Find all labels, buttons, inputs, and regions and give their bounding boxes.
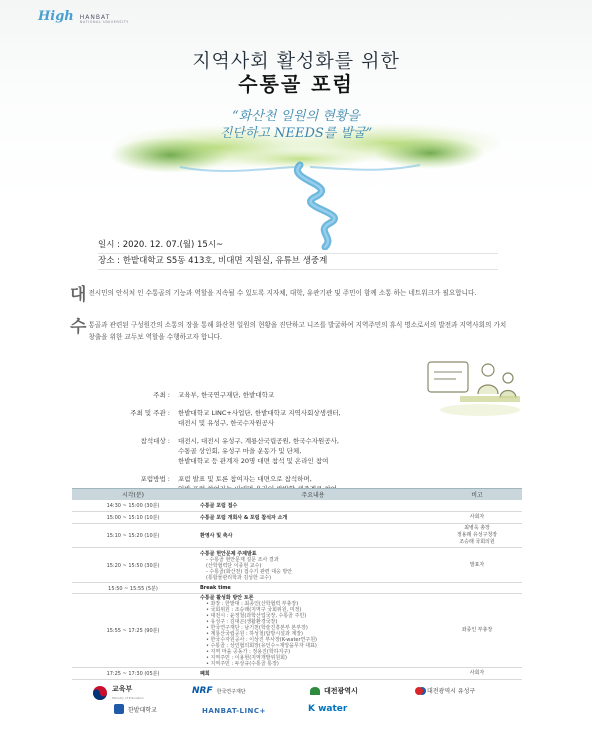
schedule-table-header: 시각(분) 주요내용 비고 [72, 488, 522, 500]
hanbat-top-logo [38, 9, 129, 24]
event-place: 장소 : 한밭대학교 S5동 413호, 비대면 지원실, 유튜브 생중계 [98, 254, 498, 270]
intro-paragraph-2: 수통골과 관련된 구성원간의 소통의 장을 통해 화산천 일원의 현황을 진단하고 니즈를 발굴하여 지역주민의 휴식 명소로서의 발전과 지역사회의 가치창출을 위한 교두보 역할을 수행하고자 합니다. [70, 317, 507, 341]
sponsor-yuseong: 대전광역시 유성구 [415, 686, 475, 695]
table-row: 15:00 ~ 15:10 (10분) 수통골 포럼 개회사 & 포럼 참석자 소개 사회자 [72, 512, 522, 524]
meta-method: 포럼방법 : 포럼 발표 및 토론 참여자는 대면으로 참석하며, [140, 475, 312, 483]
hanbat-logo-icon [114, 704, 124, 714]
poster-title-line1: 지역사회 활성화를 위한 [192, 50, 400, 72]
table-row: 15:50 ~ 15:55 (5분) Break time [72, 583, 522, 594]
meta-attendees: 참석대상 : 대전시, 대전시 유성구, 계룡산국립공원, 한국수자원공사, 수통골 상인회, 유성구 마을 운동가 및 단체, 한밭대학교 등 관계자 20명 대면 참석 및 온라인 참여 [140, 437, 339, 465]
sponsor-hanbat-linc: HANBAT-LINC+ [202, 707, 266, 715]
sponsor-daejeon: 대전광역시 [310, 686, 358, 696]
poster-title-line2: 수통골 포럼 [238, 72, 354, 96]
sponsor-logos [70, 682, 530, 742]
event-date: 일시 : 2020. 12. 07.(월) 15시~ [98, 238, 498, 254]
event-meta [100, 390, 341, 502]
daejeon-logo-icon [310, 687, 320, 695]
hanbat-logo-text: HANBAT NATIONAL UNIVERSITY [79, 13, 129, 24]
taegeuk-icon [92, 685, 108, 701]
table-row: 15:10 ~ 15:20 (10분) 환영사 및 축사 최병욱 총장 정용래 유성구청장 조승래 국회의원 [72, 524, 522, 548]
sponsor-hanbat: 한밭대학교 [114, 704, 157, 714]
sponsor-moe: 교육부 Ministry of Education [92, 684, 144, 701]
forum-slogan: “화산천 일원의 현황을 진단하고 NEEDS를 발굴” [219, 109, 373, 141]
table-row: 14:30 ~ 15:00 (30분) 수통골 포럼 접수 [72, 500, 522, 512]
event-info [98, 238, 498, 270]
yuseong-logo-icon [415, 687, 423, 695]
schedule-table [72, 488, 522, 680]
meta-host: 주최 : 교육부, 한국연구재단, 한밭대학교 [153, 391, 275, 399]
table-row: 17:25 ~ 17:30 (05분) 폐회 사회자 [72, 668, 522, 680]
table-row: 15:20 ~ 15:50 (30분) 수통골 현안문제 주제발표 - 수통골 현안문제 설문 조사 결과 (산학협력단 이종현 교수) - 수통골(화산천) 접수기 관련 대응 방안 (통합물관리학과 김성한 교수) 발표자 [72, 548, 522, 583]
intro-paragraph-1: 대전시민의 안식처 인 수통골의 기능과 역할을 지속될 수 있도록 지자체, 대학, 유관기관 및 주민이 함께 소통 하는 네트워크가 필요합니다. [70, 285, 477, 305]
high-logo-mark: High [38, 9, 74, 24]
sponsor-nrf: NRF 한국연구재단 [192, 686, 246, 696]
meta-organizer: 주최 및 주관 : 한밭대학교 LINC+사업단, 한밭대학교 지역사회상생센터, 대전시 및 유성구, 한국수자원공사 [130, 409, 341, 427]
meeting-illustration [420, 352, 525, 422]
table-row: 15:55 ~ 17:25 (90분) 수통골 활성화 방안 토론 • 좌장 : 한밭대 : 최종인(산학협력 부총장) • 국회위원 : 조승래(지역구 국회위원, 미정) • 대전시 : 윤정철(과학산업국장, 수통골 주민) • 유성구 : 김대곤(생활환경국장) • 한국연구재단 : 남기천(학술진흥본부 본부장) • 계룡산국립공원 : 하성철(탐방시설과 계장) • 한국수자원공사 : 이상진 부사장(K-water연구원) • 수통골 : 상인협의회장(유인수~재앙을무자 대표) • 지역 마을 공동가 : 정용진(학하지구) • 지역주민 : 이용현(지역개발위원회) • 지역주민 : 두상규(수통골 통장) 좌종인 부총장 [72, 594, 522, 668]
sponsor-kwater: K water [308, 704, 348, 714]
